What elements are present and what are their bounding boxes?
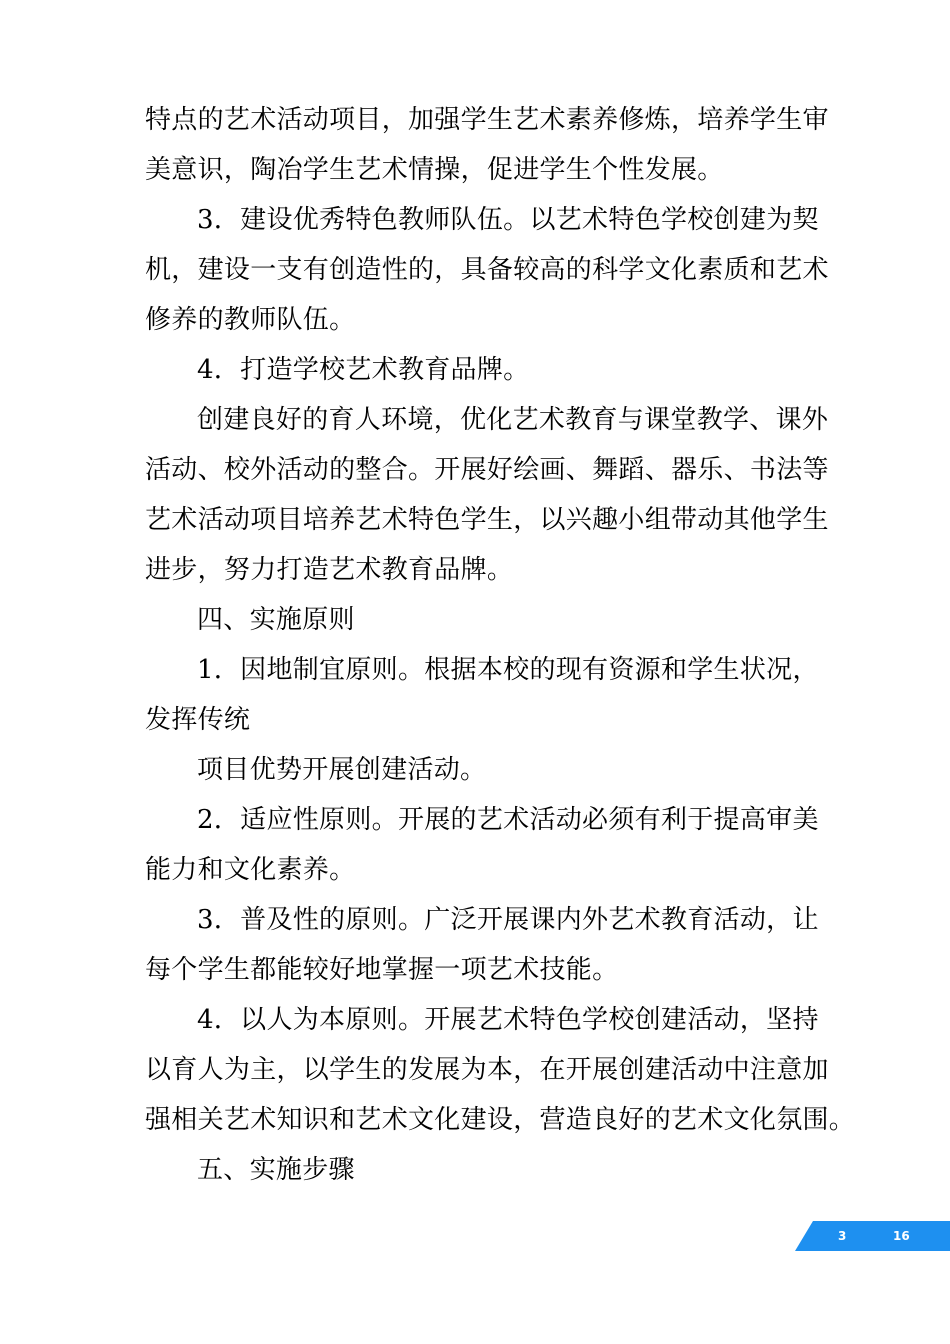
current-page-number: 3 [838, 1229, 847, 1243]
text-line: 以育人为主，以学生的发展为本，在开展创建活动中注意加 [145, 1055, 829, 1085]
text-line: 每个学生都能较好地掌握一项艺术技能。 [145, 955, 619, 985]
text-line: 3．建设优秀特色教师队伍。以艺术特色学校创建为契 [197, 205, 819, 235]
text-line: 美意识，陶冶学生艺术情操，促进学生个性发展。 [145, 155, 724, 185]
text-line: 特点的艺术活动项目，加强学生艺术素养修炼，培养学生审 [145, 105, 829, 135]
text-line: 项目优势开展创建活动。 [197, 755, 487, 785]
text-line: 能力和文化素养。 [145, 855, 356, 885]
total-pages-number: 16 [893, 1229, 910, 1243]
text-line: 发挥传统 [145, 705, 251, 735]
document-body [145, 95, 856, 1195]
text-line: 艺术活动项目培养艺术特色学生，以兴趣小组带动其他学生 [145, 505, 829, 535]
text-line: 3．普及性的原则。广泛开展课内外艺术教育活动，让 [197, 905, 819, 935]
text-line: 2．适应性原则。开展的艺术活动必须有利于提高审美 [197, 805, 819, 835]
text-line: 机，建设一支有创造性的，具备较高的科学文化素质和艺术 [145, 255, 829, 285]
text-line: 创建良好的育人环境，优化艺术教育与课堂教学、课外 [197, 405, 829, 435]
text-line: 强相关艺术知识和艺术文化建设，营造良好的艺术文化氛围。 [145, 1105, 856, 1135]
text-line: 修养的教师队伍。 [145, 305, 356, 335]
page-indicator [795, 1221, 950, 1251]
text-line: 四、实施原则 [197, 605, 355, 635]
text-line: 活动、校外活动的整合。开展好绘画、舞蹈、器乐、书法等 [145, 455, 829, 485]
text-line: 4．打造学校艺术教育品牌。 [197, 355, 530, 385]
text-line: 五、实施步骤 [197, 1155, 355, 1185]
text-line: 4．以人为本原则。开展艺术特色学校创建活动，坚持 [197, 1005, 819, 1035]
page-indicator-banner [795, 1221, 950, 1251]
text-line: 1．因地制宜原则。根据本校的现有资源和学生状况， [197, 655, 819, 685]
text-line: 进步，努力打造艺术教育品牌。 [145, 555, 514, 585]
